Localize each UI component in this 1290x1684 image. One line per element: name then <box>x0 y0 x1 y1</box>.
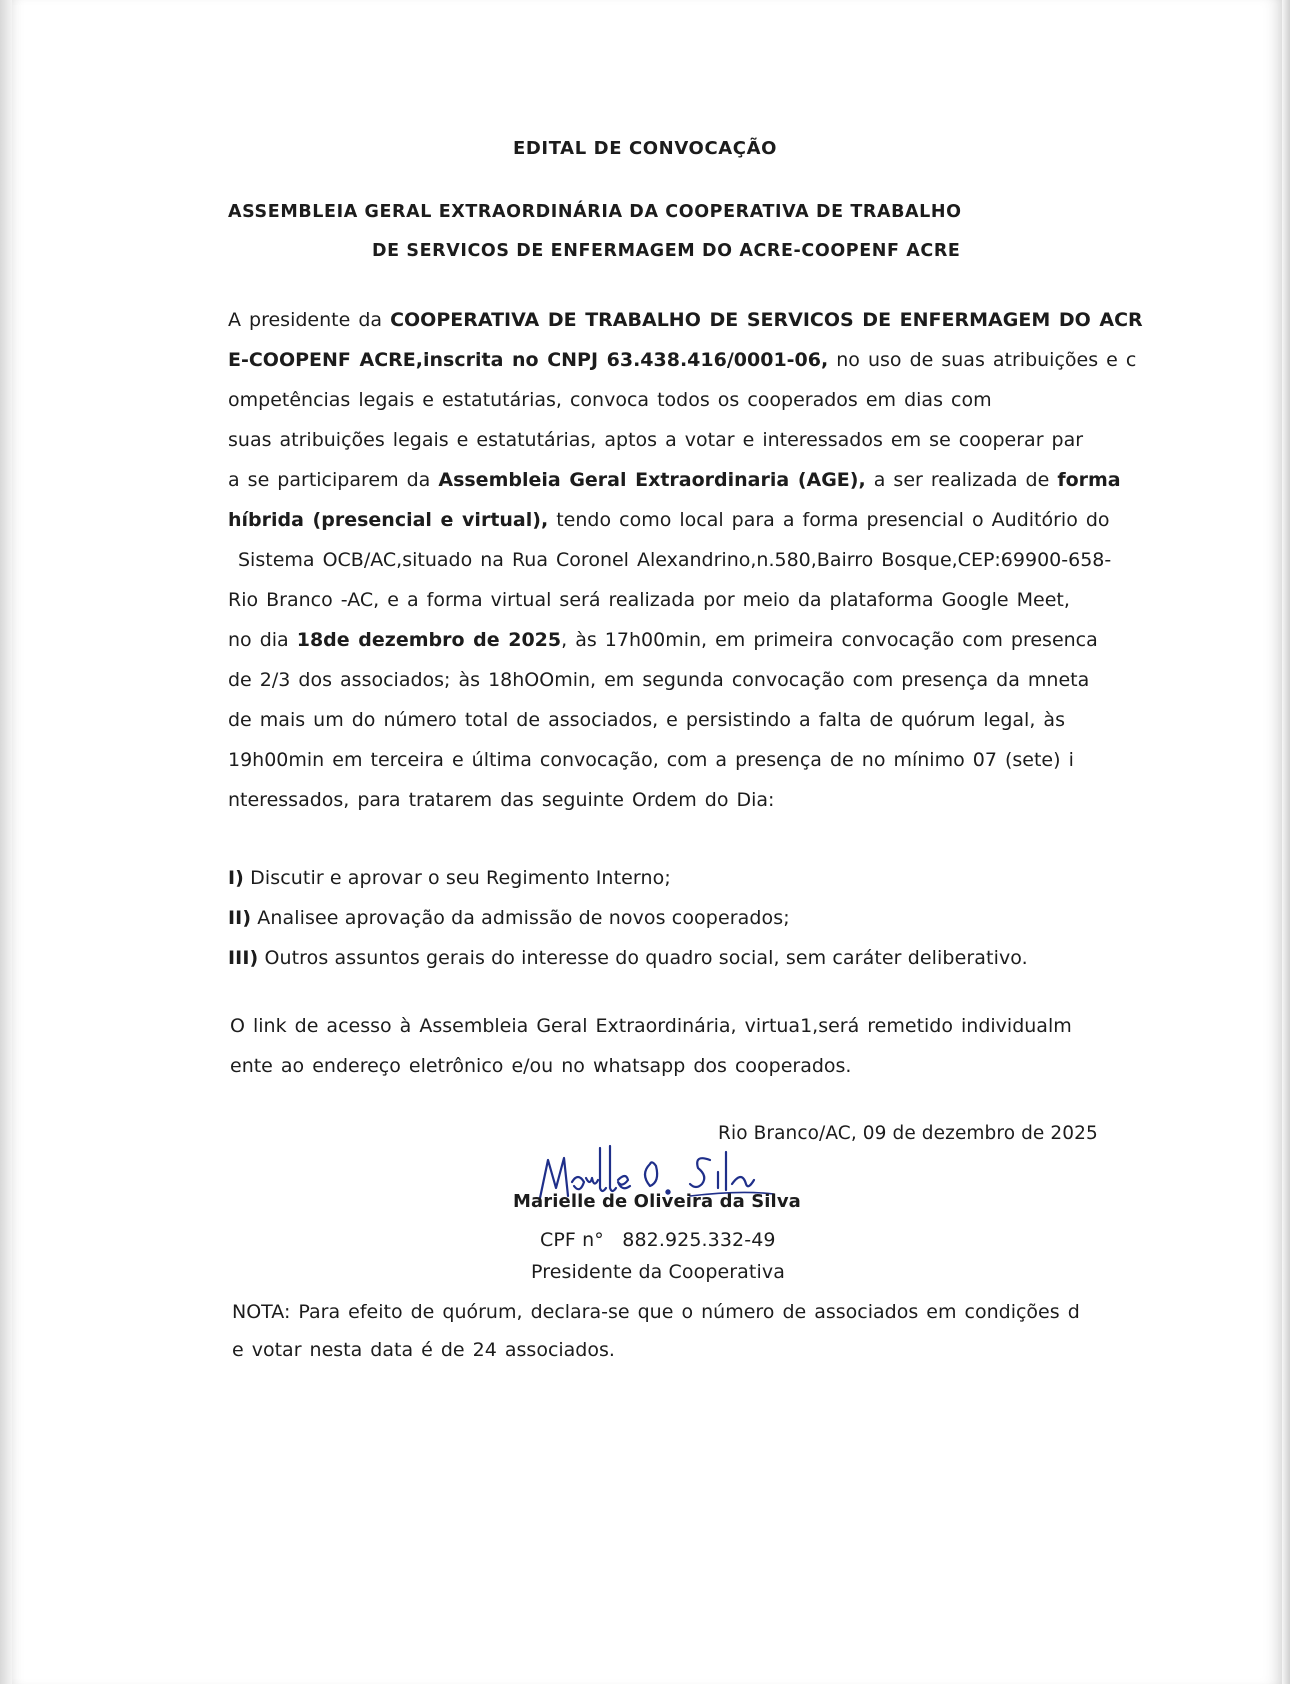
body-line-13: nteressados, para tratarem das seguinte Ordem do Dia: <box>228 789 775 811</box>
body-line-8: Rio Branco -AC, e a forma virtual será realizada por meio da plataforma Google Meet, <box>228 589 1070 611</box>
agenda-item-1: I) Discutir e aprovar o seu Regimento Interno; <box>228 867 671 889</box>
link-line-1: O link de acesso à Assembleia Geral Extraordinária, virtua1,será remetido individualm <box>230 1015 1072 1037</box>
body-line-2: E-COOPENF ACRE,inscrita no CNPJ 63.438.416/0001-06, no uso de suas atribuições e c <box>228 349 1137 371</box>
body-line-4: suas atribuições legais e estatutárias, aptos a votar e interessados em se cooperar par <box>228 429 1084 451</box>
nota-line-1: NOTA: Para efeito de quórum, declara-se que o número de associados em condições d <box>232 1301 1080 1323</box>
subtitle-line-1: ASSEMBLEIA GERAL EXTRAORDINÁRIA DA COOPERATIVA DE TRABALHO <box>228 202 962 222</box>
cpf-row: CPF n° 882.925.332-49 <box>540 1229 776 1251</box>
place-date: Rio Branco/AC, 09 de dezembro de 2025 <box>718 1123 1098 1144</box>
link-line-2: ente ao endereço eletrônico e/ou no whatsapp dos cooperados. <box>230 1055 852 1077</box>
body-line-5: a se participarem da Assembleia Geral Extraordinaria (AGE), a ser realizada de forma <box>228 469 1121 491</box>
body-line-7: Sistema OCB/AC,situado na Rua Coronel Alexandrino,n.580,Bairro Bosque,CEP:69900-658- <box>238 549 1112 571</box>
body-line-3: ompetências legais e estatutárias, convoca todos os cooperados em dias com <box>228 389 992 411</box>
body-line-6: híbrida (presencial e virtual), tendo como local para a forma presencial o Auditório do <box>228 509 1110 531</box>
body-line-9: no dia 18de dezembro de 2025, às 17h00min, em primeira convocação com presenca <box>228 629 1098 651</box>
nota-line-2: e votar nesta data é de 24 associados. <box>232 1339 615 1361</box>
signer-name: Marielle de Oliveira da Silva <box>513 1191 801 1212</box>
subtitle-line-2: DE SERVICOS DE ENFERMAGEM DO ACRE-COOPENF ACRE <box>372 241 961 261</box>
body-line-1: A presidente da COOPERATIVA DE TRABALHO DE SERVICOS DE ENFERMAGEM DO ACR <box>228 309 1143 331</box>
body-line-11: de mais um do número total de associados, e persistindo a falta de quórum legal, às <box>228 709 1065 731</box>
document-title: EDITAL DE CONVOCAÇÃO <box>512 138 778 159</box>
body-line-10: de 2/3 dos associados; às 18hOOmin, em segunda convocação com presença da mneta <box>228 669 1090 691</box>
page-edge-left <box>0 0 12 1684</box>
page-edge-right <box>1282 0 1290 1684</box>
signer-role: Presidente da Cooperativa <box>531 1261 785 1283</box>
agenda-item-2: II) Analisee aprovação da admissão de novos cooperados; <box>228 907 790 929</box>
body-line-12: 19h00min em terceira e última convocação, com a presença de no mínimo 07 (sete) i <box>228 749 1074 771</box>
agenda-item-3: III) Outros assuntos gerais do interesse do quadro social, sem caráter deliberativo. <box>228 947 1028 969</box>
